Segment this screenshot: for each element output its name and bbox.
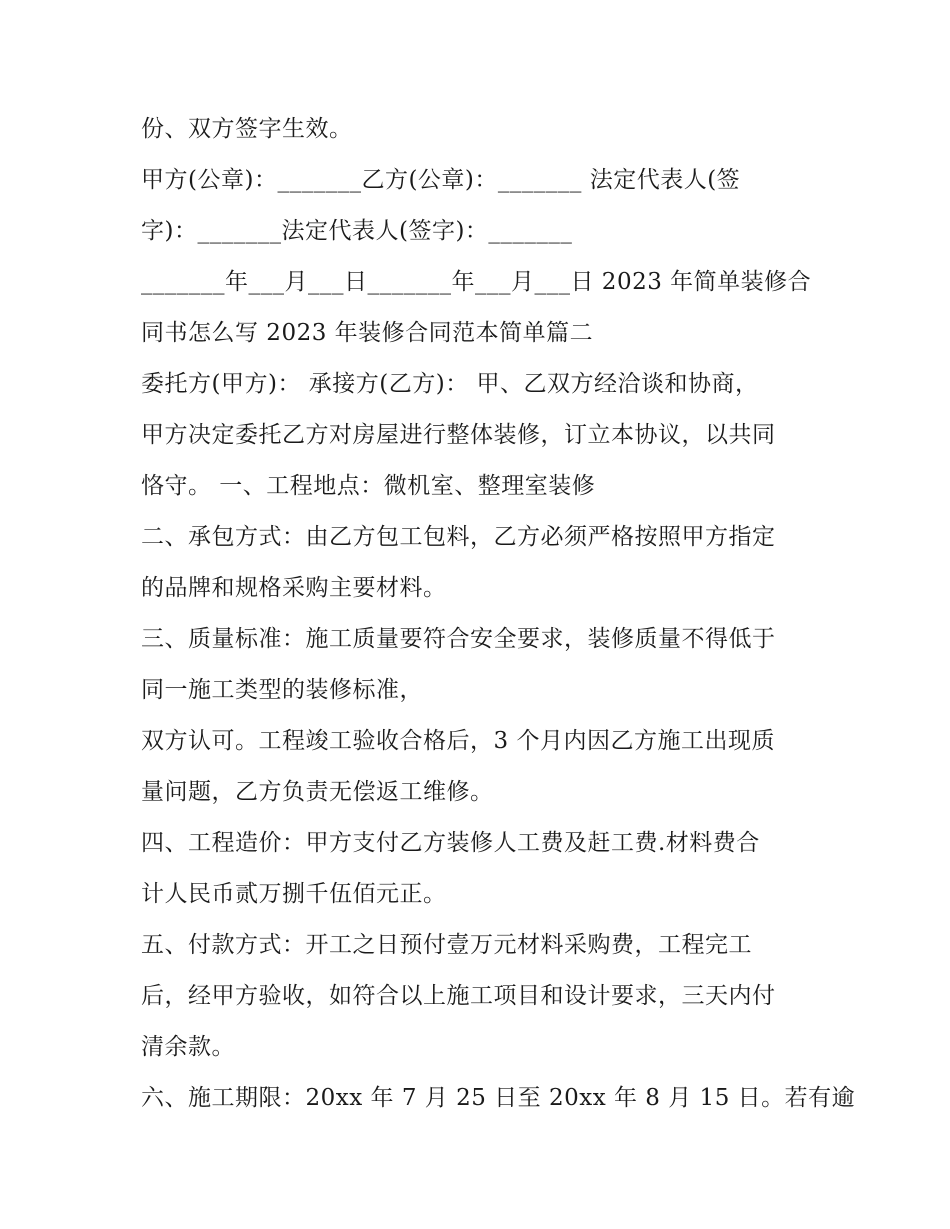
paragraph-line: 字)：_______法定代表人(签字)：_______ <box>141 218 573 244</box>
paragraph-line: 二、承包方式：由乙方包工包料，乙方必须严格按照甲方指定 <box>141 524 776 550</box>
paragraph-line: 计人民币贰万捌千伍佰元正。 <box>141 881 447 907</box>
paragraph-line: 恪守。 一、工程地点：微机室、整理室装修 <box>141 473 596 499</box>
paragraph-line: 份、双方签字生效。 <box>141 116 353 142</box>
paragraph-line: 同一施工类型的装修标准， <box>141 677 423 703</box>
paragraph-line: 清余款。 <box>141 1034 235 1060</box>
paragraph-line: 五、付款方式：开工之日预付壹万元材料采购费，工程完工 <box>141 932 752 958</box>
paragraph-line: 甲方决定委托乙方对房屋进行整体装修，订立本协议，以共同 <box>141 422 776 448</box>
paragraph-line: 的品牌和规格采购主要材料。 <box>141 575 447 601</box>
paragraph-line: 双方认可。工程竣工验收合格后，3 个月内因乙方施工出现质 <box>141 728 775 754</box>
paragraph-line: 四、工程造价：甲方支付乙方装修人工费及赶工费.材料费合 <box>141 830 760 856</box>
paragraph-line: 后，经甲方验收，如符合以上施工项目和设计要求，三天内付 <box>141 983 776 1009</box>
paragraph-line: _______年___月___日_______年___月___日 2023 年简单装修合 <box>141 269 812 295</box>
paragraph-line: 三、质量标准：施工质量要符合安全要求，装修质量不得低于 <box>141 626 776 652</box>
paragraph-line: 甲方(公章)：_______乙方(公章)：_______ 法定代表人(签 <box>141 167 741 193</box>
paragraph-line: 六、施工期限：20xx 年 7 月 25 日至 20xx 年 8 月 15 日。若有逾 <box>141 1085 856 1111</box>
paragraph-line: 委托方(甲方)： 承接方(乙方)： 甲、乙双方经洽谈和协商， <box>141 371 759 397</box>
paragraph-line: 量问题，乙方负责无偿返工维修。 <box>141 779 494 805</box>
paragraph-line: 同书怎么写 2023 年装修合同范本简单篇二 <box>141 320 594 346</box>
